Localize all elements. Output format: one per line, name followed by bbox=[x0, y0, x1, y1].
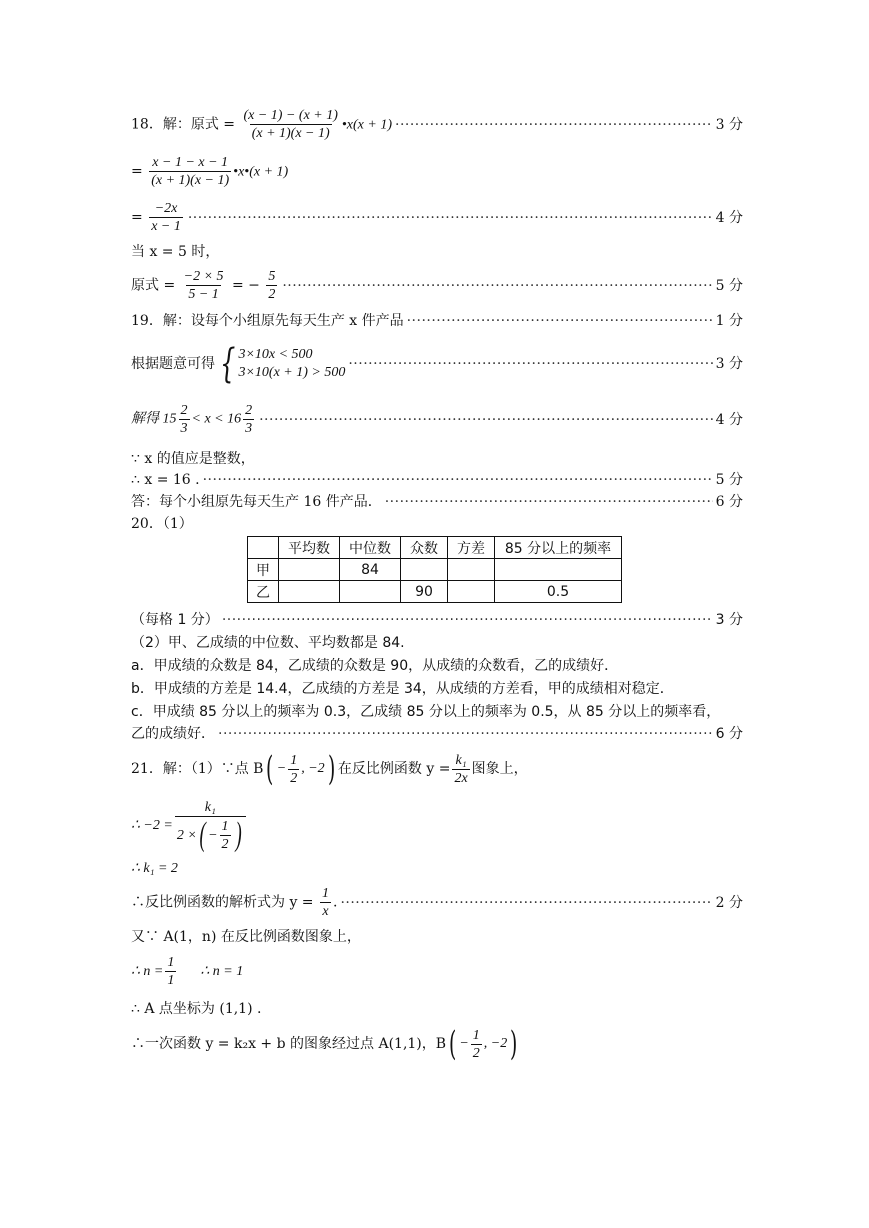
right-paren-icon: ) bbox=[510, 1024, 518, 1064]
score-mark: 4 分 bbox=[715, 411, 743, 428]
q20-point-c-tail: 乙的成绩好． bbox=[131, 726, 215, 742]
q18-frac4-denominator: 5 − 1 bbox=[188, 287, 219, 302]
q20-point-a: a．甲成绩的众数是 84，乙成绩的众数是 90，从成绩的众数看，乙的成绩好． bbox=[131, 658, 619, 674]
q18-when-line: 当 x = 5 时， bbox=[131, 244, 220, 260]
q21-linear-label: ∴一次函数 y = k₂x + b 的图象经过点 A(1,1)，B bbox=[131, 1036, 447, 1052]
q19-system-label: 根据题意可得 bbox=[131, 356, 215, 372]
score-mark: 1 分 bbox=[715, 313, 743, 329]
q20-heading: 20．（1） bbox=[131, 516, 193, 532]
q19-frac-numerator: 2 bbox=[180, 403, 188, 418]
q19-line-2 bbox=[131, 341, 743, 387]
q19-inequality-system bbox=[215, 341, 346, 387]
leader-dots bbox=[385, 493, 713, 511]
score-mark: 5 分 bbox=[715, 472, 743, 488]
q21-half2-denominator: 2 bbox=[221, 836, 229, 852]
q19-since-line: ∵ x 的值应是整数， bbox=[131, 451, 255, 467]
q18-frac3-denominator: x − 1 bbox=[151, 219, 181, 234]
q21-half2-numerator: 1 bbox=[221, 818, 229, 834]
q21-function-label: 在反比例函数 y = bbox=[337, 761, 451, 777]
leader-dots bbox=[407, 312, 713, 330]
q21-half-denominator: 2 bbox=[290, 770, 298, 786]
q21-point-a-line: 又∵ A(1，n) 在反比例函数图象上， bbox=[131, 929, 361, 945]
q18-line2-tail: •x•(x + 1) bbox=[233, 164, 289, 180]
q19-therefore: ∴ x = 16 . bbox=[131, 472, 200, 488]
q21-2x: 2x bbox=[454, 770, 468, 786]
q21-half-numerator: 1 bbox=[290, 752, 298, 768]
right-paren-icon: ) bbox=[235, 816, 242, 853]
q19-answer-line bbox=[131, 493, 743, 511]
q19-frac-denominator: 3 bbox=[180, 421, 188, 436]
leader-dots bbox=[203, 471, 713, 489]
q19-line-3 bbox=[131, 403, 743, 436]
q21-n-value: ∴ n = 1 bbox=[200, 963, 244, 979]
q21-eq-lhs: ∴ −2 = bbox=[131, 818, 173, 833]
q18-line-1: 18．解：原式 = $\frac{(x - 1) - (x + 1)}{(x + 1)(x - 1)}$ •x(x + 1) ····· 3 分 bbox=[131, 108, 743, 141]
q21-intro-tail: 图象上， bbox=[471, 761, 528, 777]
table-cell bbox=[448, 559, 495, 581]
q18-frac5-numerator: 5 bbox=[268, 269, 276, 284]
leader-dots bbox=[340, 894, 712, 912]
table-cell bbox=[279, 559, 340, 581]
table-cell bbox=[448, 581, 495, 603]
q21-big-frac-denominator: 2 × bbox=[176, 827, 197, 843]
q19-inequality-2: 3×10(x + 1) > 500 bbox=[238, 365, 346, 380]
table-row bbox=[248, 581, 622, 603]
table-cell: 84 bbox=[340, 559, 401, 581]
q18-frac4-numerator: −2 × 5 bbox=[183, 269, 224, 284]
q19-answer: 答：每个小组原先每天生产 16 件产品． bbox=[131, 494, 382, 510]
table-row bbox=[248, 559, 622, 581]
q20-score-table bbox=[247, 536, 622, 603]
score-mark: 3 分 bbox=[715, 116, 743, 133]
q20-point-b: b．甲成绩的方差是 14.4，乙成绩的方差是 34，从成绩的方差看，甲的成绩相对稳定． bbox=[131, 681, 674, 697]
q18-line-5: 原式 = $\frac{-2 \times 5}{5 - 1}$ = − $\frac{5}{2}$ ····· 5 分 bbox=[131, 269, 743, 302]
table-cell: 乙 bbox=[248, 581, 279, 603]
score-mark: 6 分 bbox=[715, 494, 743, 510]
table-header-cell: 85 分以上的频率 bbox=[495, 537, 622, 559]
q18-frac5-denominator: 2 bbox=[268, 287, 276, 302]
table-header-cell: 中位数 bbox=[340, 537, 401, 559]
q18-line1-tail: •x(x + 1) bbox=[341, 117, 392, 133]
q21-n-denominator: 1 bbox=[167, 973, 175, 988]
q21-intro: 21．解：（1）∵点 B bbox=[131, 761, 264, 777]
table-cell: 90 bbox=[401, 581, 448, 603]
q19-setup: 19．解：设每个小组原先每天生产 x 件产品 bbox=[131, 313, 404, 329]
q20-note: （每格 1 分） bbox=[131, 612, 219, 628]
table-cell bbox=[340, 581, 401, 603]
score-mark: 3 分 bbox=[715, 612, 743, 628]
left-paren-icon: ( bbox=[199, 816, 206, 853]
left-paren-icon: ( bbox=[449, 1024, 457, 1064]
score-mark: 6 分 bbox=[715, 726, 743, 742]
q21-line-2 bbox=[131, 800, 248, 852]
table-header-cell: 方差 bbox=[448, 537, 495, 559]
leader-dots bbox=[282, 277, 712, 295]
table-header-row bbox=[248, 537, 622, 559]
table-cell: 0.5 bbox=[495, 581, 622, 603]
q18-frac1-numerator: (x − 1) − (x + 1) bbox=[243, 108, 338, 123]
left-paren-icon: ( bbox=[266, 749, 274, 789]
q19-line-5 bbox=[131, 471, 743, 489]
q21-k1: k₁ bbox=[455, 752, 467, 768]
table-cell bbox=[279, 581, 340, 603]
q18-orig-label: 原式 bbox=[131, 277, 159, 294]
q18-frac3-numerator: −2x bbox=[154, 201, 178, 216]
score-mark: 3 分 bbox=[715, 356, 743, 372]
q19-solve-label: 解得 15 bbox=[131, 411, 177, 427]
leader-dots bbox=[259, 411, 713, 429]
q21-n-lhs: ∴ n = bbox=[131, 963, 164, 979]
leader-dots bbox=[218, 725, 713, 743]
q21-inv-numerator: 1 bbox=[322, 886, 329, 901]
q21-line-4 bbox=[131, 886, 743, 919]
q21-point-a-coords: ∴ A 点坐标为 (1,1) . bbox=[131, 1001, 262, 1017]
leader-dots bbox=[348, 355, 712, 373]
q21-line-8: ∴一次函数 y = k₂x + b 的图象经过点 A(1,1)，B ( − $\frac{1}{2}$ , −2 ) bbox=[131, 1024, 518, 1064]
q21-n-numerator: 1 bbox=[167, 955, 175, 970]
leader-dots bbox=[222, 611, 713, 629]
q19-frac2-denominator: 3 bbox=[245, 421, 253, 436]
q18-frac2-denominator: (x + 1)(x − 1) bbox=[151, 173, 230, 188]
q19-line-1 bbox=[131, 312, 743, 330]
q21-period: . bbox=[333, 894, 338, 911]
q18-line-2: = $\frac{x - 1 - x - 1}{(x + 1)(x - 1)}$ •x•(x + 1) bbox=[131, 155, 289, 188]
q18-frac1-denominator: (x + 1)(x − 1) bbox=[251, 126, 330, 141]
q21-big-frac-numerator: k₁ bbox=[204, 800, 216, 815]
table-header-cell: 平均数 bbox=[279, 537, 340, 559]
table-header-cell bbox=[248, 537, 279, 559]
table-header-cell: 众数 bbox=[401, 537, 448, 559]
table-cell bbox=[495, 559, 622, 581]
q21-line-1: 21．解：（1）∵点 B ( − $\frac{1}{2}$ , −2 ) 在反比例函数 y = $\frac{\text{k₁}}{2x}$ 图象上， bbox=[131, 749, 528, 789]
table-cell: 甲 bbox=[248, 559, 279, 581]
score-mark: 5 分 bbox=[715, 277, 743, 294]
leader-dots bbox=[188, 209, 713, 227]
q18-label: 18．解：原式 bbox=[131, 116, 219, 133]
right-paren-icon: ) bbox=[327, 749, 335, 789]
left-brace-icon: { bbox=[220, 341, 236, 387]
q21-k1-value: ∴ k₁ = 2 bbox=[131, 861, 178, 876]
q20-point-c: c．甲成绩 85 分以上的频率为 0.3，乙成绩 85 分以上的频率为 0.5，从 85 分以上的频率看， bbox=[131, 704, 721, 720]
q19-inequality-1: 3×10x < 500 bbox=[238, 347, 313, 362]
q20-part2: （2）甲、乙成绩的中位数、平均数都是 84. bbox=[131, 635, 405, 651]
q19-frac2-numerator: 2 bbox=[245, 403, 253, 418]
score-mark: 2 分 bbox=[715, 894, 743, 911]
q21-half3-denominator: 2 bbox=[472, 1045, 480, 1061]
q21-line-6 bbox=[131, 955, 243, 988]
table-cell bbox=[401, 559, 448, 581]
q18-frac2-numerator: x − 1 − x − 1 bbox=[152, 155, 229, 170]
q21-analytic-label: ∴反比例函数的解析式为 y = bbox=[131, 894, 314, 911]
score-mark: 4 分 bbox=[715, 209, 743, 226]
q19-solve-mid: < x < 16 bbox=[191, 411, 242, 427]
q20-note-line bbox=[131, 611, 743, 629]
q20-point-c-end bbox=[131, 725, 743, 743]
q21-big-fraction: k₁ 2 × ( − $\frac{1}{2}$ ) bbox=[175, 800, 246, 852]
q18-line-3: = $\frac{-2x}{x - 1}$ ····· 4 分 bbox=[131, 201, 743, 234]
leader-dots bbox=[395, 116, 713, 134]
q21-inv-denominator: x bbox=[322, 904, 329, 919]
q21-half3-numerator: 1 bbox=[472, 1027, 480, 1043]
